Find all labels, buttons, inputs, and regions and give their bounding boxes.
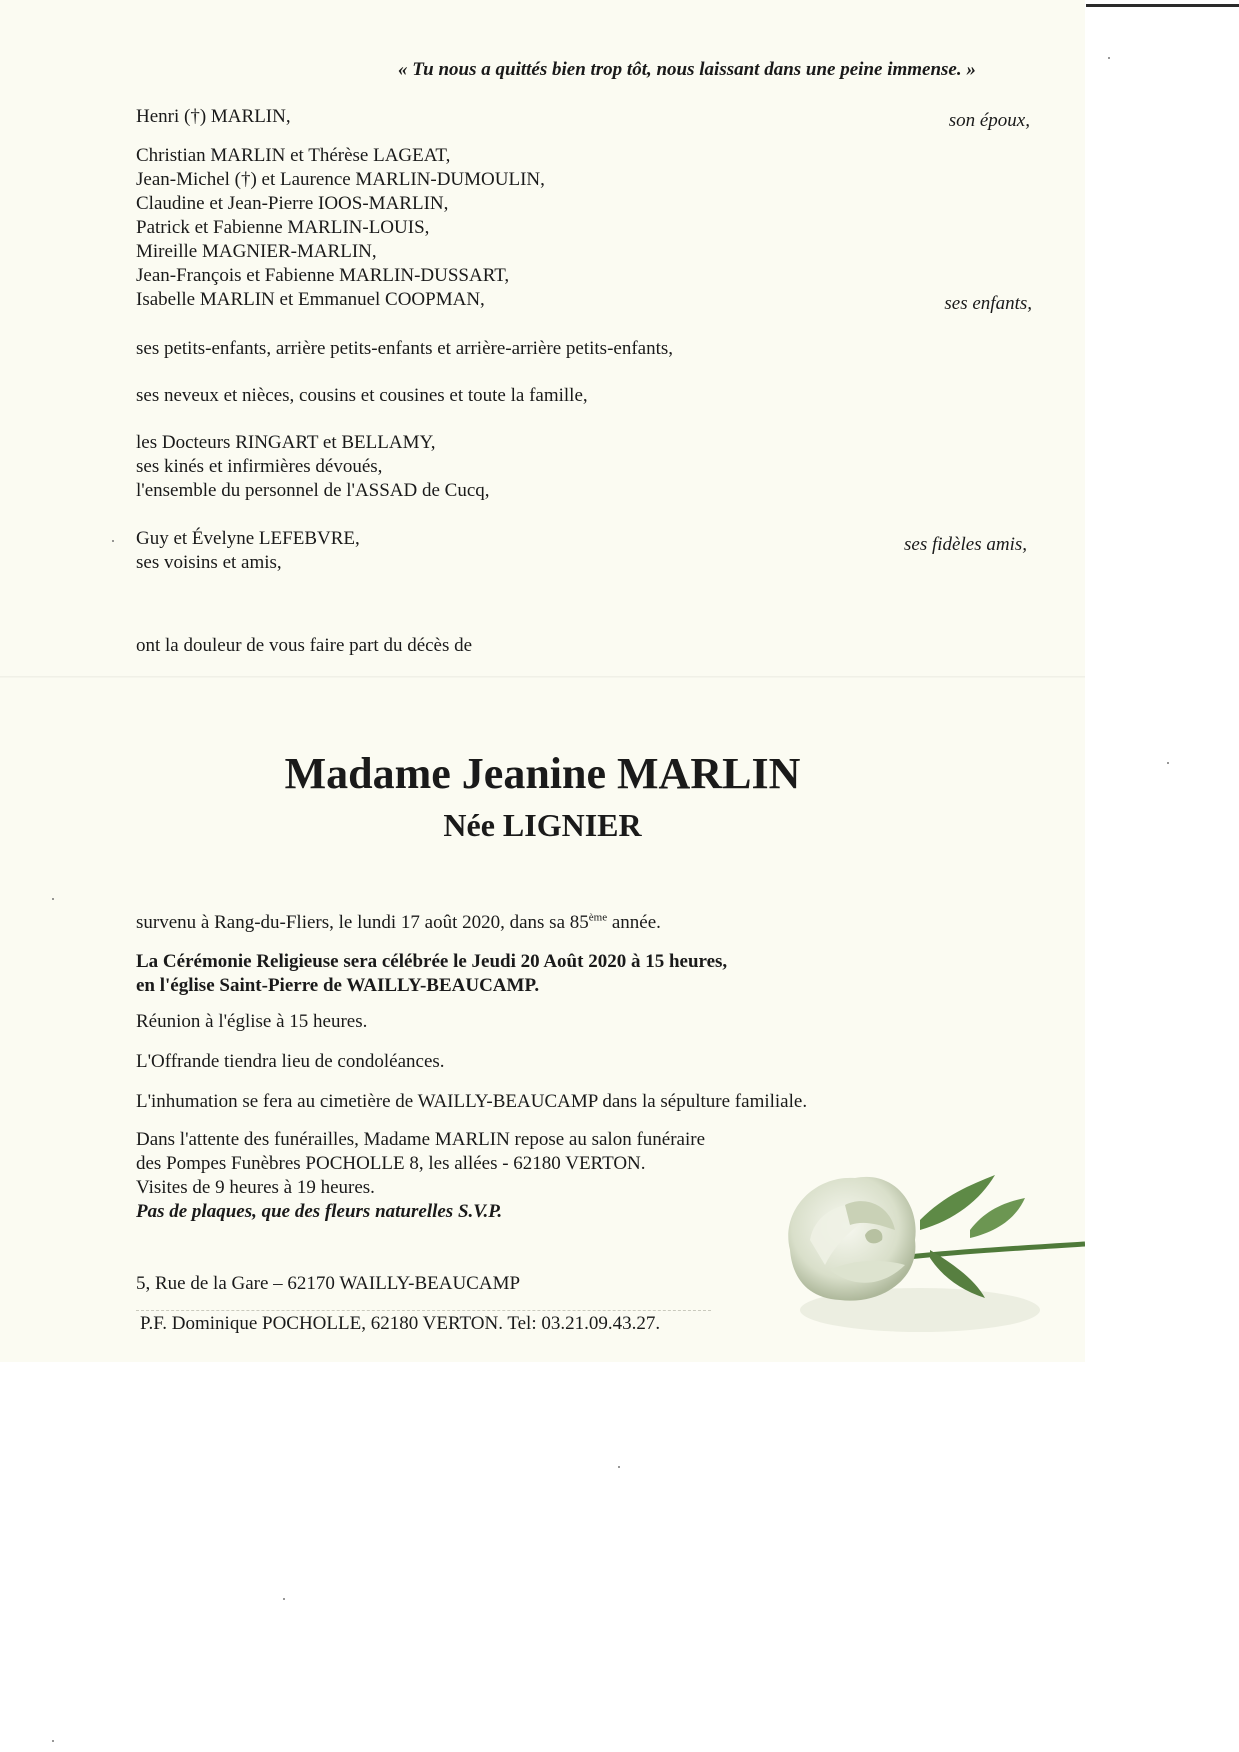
child-line: Christian MARLIN et Thérèse LAGEAT, xyxy=(136,145,451,166)
paper-speck xyxy=(1167,762,1169,764)
friend-line: ses voisins et amis, xyxy=(136,552,282,573)
funeral-home-line: Visites de 9 heures à 19 heures. xyxy=(136,1177,375,1198)
funeral-home-line: des Pompes Funèbres POCHOLLE 8, les allées - 62180 VERTON. xyxy=(136,1153,646,1174)
white-rose-icon xyxy=(770,1140,1085,1345)
flowers-note: Pas de plaques, que des fleurs naturelles S.V.P. xyxy=(136,1201,503,1222)
paper-speck xyxy=(618,1466,620,1468)
family-line: ses neveux et nièces, cousins et cousines et toute la famille, xyxy=(136,385,588,406)
death-suffix: année. xyxy=(607,912,661,933)
child-line: Claudine et Jean-Pierre IOOS-MARLIN, xyxy=(136,193,449,214)
children-relation: ses enfants, xyxy=(944,293,1032,314)
footer-divider xyxy=(136,1310,711,1311)
care-line: ses kinés et infirmières dévoués, xyxy=(136,456,383,477)
ordinal-suffix: ème xyxy=(588,911,608,924)
death-text: survenu à Rang-du-Fliers, le lundi 17 août 2020, dans sa 85 xyxy=(136,912,589,933)
maiden-name: Née LIGNIER xyxy=(443,807,642,843)
meeting-line: Réunion à l'église à 15 heures. xyxy=(136,1011,368,1032)
deceased-name: Madame Jeanine MARLIN xyxy=(284,749,801,798)
edge-line xyxy=(1086,4,1239,7)
paper-speck xyxy=(283,1598,285,1600)
death-line xyxy=(136,911,661,935)
grandchildren-line: ses petits-enfants, arrière petits-enfants et arrière-arrière petits-enfants, xyxy=(136,338,674,359)
announcement: ont la douleur de vous faire part du décès de xyxy=(136,635,473,656)
offering-line: L'Offrande tiendra lieu de condoléances. xyxy=(136,1051,445,1072)
child-line: Jean-Michel (†) et Laurence MARLIN-DUMOULIN, xyxy=(136,169,545,190)
paper-speck xyxy=(112,540,114,542)
quote: « Tu nous a quittés bien trop tôt, nous laissant dans une peine immense. » xyxy=(398,59,976,80)
paper-speck xyxy=(52,1740,54,1742)
husband-name: Henri (†) MARLIN, xyxy=(136,106,291,127)
ceremony-line: La Cérémonie Religieuse sera célébrée le Jeudi 20 Août 2020 à 15 heures, xyxy=(136,951,728,972)
friends-relation: ses fidèles amis, xyxy=(904,534,1027,555)
footer-line: P.F. Dominique POCHOLLE, 62180 VERTON. Tel: 03.21.09.43.27. xyxy=(140,1313,661,1334)
care-line: l'ensemble du personnel de l'ASSAD de Cucq, xyxy=(136,480,490,501)
friend-line: Guy et Évelyne LEFEBVRE, xyxy=(136,528,360,549)
funeral-home-line: Dans l'attente des funérailles, Madame MARLIN repose au salon funéraire xyxy=(136,1129,705,1150)
child-line: Isabelle MARLIN et Emmanuel COOPMAN, xyxy=(136,289,485,310)
ceremony-line: en l'église Saint-Pierre de WAILLY-BEAUCAMP. xyxy=(136,975,540,996)
paper-speck xyxy=(52,898,54,900)
fold-line xyxy=(0,676,1085,678)
husband-relation: son époux, xyxy=(948,110,1030,131)
child-line: Patrick et Fabienne MARLIN-LOUIS, xyxy=(136,217,430,238)
paper-speck xyxy=(1108,57,1110,59)
burial-line: L'inhumation se fera au cimetière de WAILLY-BEAUCAMP dans la sépulture familiale. xyxy=(136,1091,808,1112)
child-line: Mireille MAGNIER-MARLIN, xyxy=(136,241,377,262)
care-line: les Docteurs RINGART et BELLAMY, xyxy=(136,432,436,453)
address-line: 5, Rue de la Gare – 62170 WAILLY-BEAUCAMP xyxy=(136,1273,521,1294)
child-line: Jean-François et Fabienne MARLIN-DUSSART, xyxy=(136,265,510,286)
